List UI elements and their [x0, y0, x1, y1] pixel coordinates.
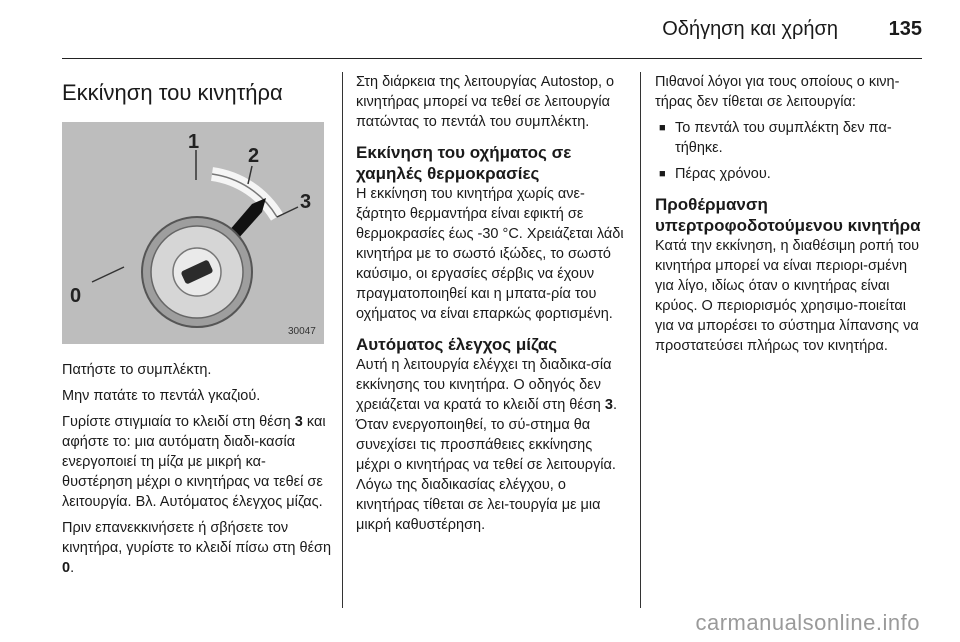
column-3 [655, 72, 923, 362]
section-heading: Εκκίνηση του κινητήρα [62, 80, 283, 105]
bullet-icon: ■ [659, 168, 666, 180]
list-item: ■ Πέρας χρόνου. [655, 164, 923, 184]
position-ref: 3 [604, 397, 613, 413]
subsection-heading: Εκκίνηση του οχήματος σε χαμηλές θερμοκρασίες [356, 143, 572, 183]
position-label-0: 0 [70, 285, 82, 307]
ignition-figure [62, 122, 324, 344]
bullet-icon: ■ [659, 122, 666, 134]
subsection-heading: Αυτόματος έλεγχος μίζας [356, 335, 558, 354]
ignition-switch-illustration [62, 122, 324, 344]
position-ref: 3 [294, 414, 303, 430]
page-number: 135 [888, 18, 922, 40]
watermark: carmanualsonline.info [695, 610, 920, 635]
position-label-3: 3 [300, 191, 312, 213]
paragraph: Κατά την εκκίνηση, η διαθέσιμη ροπή του κινητήρα μπορεί να είναι περιορι-σμένη για λίγο, ιδίως όταν ο κινητήρας είναι κρύος. Ο περιορισμός χρησιμο-ποιείται για να μπορέσει το σύστημα λίπανσης να προστατεύσει πλήρως τον κινητήρα. [655, 238, 920, 354]
column-divider [342, 72, 343, 608]
column-1 [62, 72, 332, 584]
paragraph: Πιθανοί λόγοι για τους οποίους ο κινη-τήρας δεν τίθεται σε λειτουργία: [655, 74, 900, 110]
position-ref: 0 [62, 560, 71, 576]
subsection-heading: Προθέρμανση υπερτροφοδοτούμενου κινητήρα [655, 195, 921, 235]
position-label-2: 2 [248, 145, 260, 167]
header-rule [62, 58, 922, 59]
instruction-text: Γυρίστε στιγμιαία το κλειδί στη θέση 3 και αφήστε το: μια αυτόματη διαδι-κασία ενεργοποιεί τη μίζα με μικρή κα-θυστέρηση μέχρι ο κινητήρας να τεθεί σε λειτουργία. Βλ. Αυτόματος έλεγχος μίζας. [62, 414, 326, 510]
instruction-text: Πατήστε το συμπλέκτη. [62, 362, 212, 378]
column-divider [640, 72, 641, 608]
instruction-text: Πριν επανεκκινήσετε ή σβήσετε τον κινητήρα, γυρίστε το κλειδί πίσω στη θέση 0. [62, 520, 332, 576]
figure-code: 30047 [288, 326, 316, 337]
paragraph: Η εκκίνηση του κινητήρα χωρίς ανε-ξάρτητο θερμαντήρα είναι εφικτή σε θερμοκρασίες έως -30 °C. Χρειάζεται λάδι κινητήρα με το σωστό ιξώδες, το σωστό καύσιμο, οι εργασίες σέρβις να έχουν πραγματοποιηθεί και η μπατα-ρία του οχήματος να είναι επαρκώς φορτισμένη. [356, 186, 624, 322]
position-label-1: 1 [188, 131, 200, 153]
instruction-text: Μην πατάτε το πεντάλ γκαζιού. [62, 388, 261, 404]
paragraph: Αυτή η λειτουργία ελέγχει τη διαδικα-σία εκκίνησης του κινητήρα. Ο οδηγός δεν χρειάζεται να κρατά το κλειδί στη θέση 3. Όταν ενεργοποιηθεί, το σύ-στημα θα συνεχίσει τις προσπάθειες εκκίνησης μέχρι ο κινητήρας να τεθεί σε λειτουργία. Λόγω της διαδικασίας ελέγχου, ο κινητήρας τίθεται σε λει-τουργία με μια μικρή καθυστέρηση. [356, 357, 617, 533]
column-2 [356, 72, 628, 541]
paragraph: Στη διάρκεια της λειτουργίας Autostop, ο κινητήρας μπορεί να τεθεί σε λειτουργία πατώντας το πεντάλ του συμπλέκτη. [356, 74, 615, 130]
page-header-title: Οδήγηση και χρήση [662, 18, 838, 40]
list-item: ■ Το πεντάλ του συμπλέκτη δεν πα-τήθηκε. [655, 118, 923, 158]
